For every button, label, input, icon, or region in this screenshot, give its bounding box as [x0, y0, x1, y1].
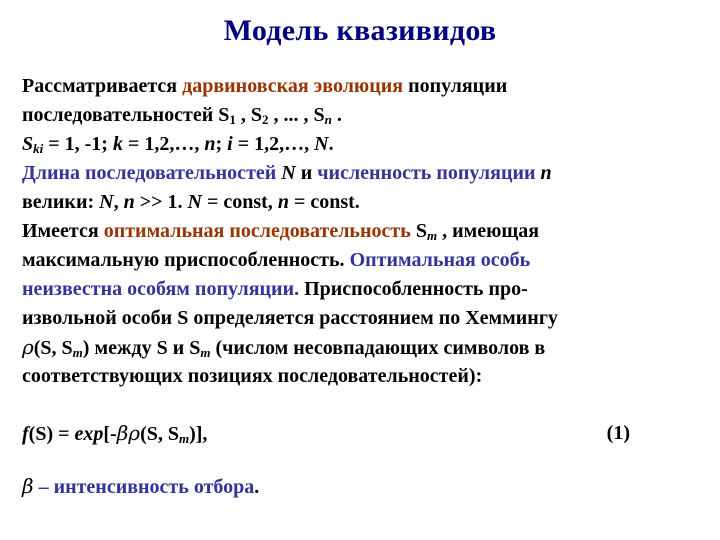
- text-run: ;: [215, 133, 228, 155]
- highlight-selection-intensity: – интенсивность отбора: [33, 476, 255, 498]
- subscript: 2: [262, 112, 269, 127]
- text-run: .: [331, 104, 342, 126]
- text-run: (S, S: [33, 337, 73, 359]
- highlight-population-size: численность популяции: [317, 162, 541, 184]
- text-run: >> 1.: [134, 191, 188, 213]
- text-run: [-: [103, 423, 117, 445]
- text-line: [22, 159, 702, 188]
- text-run: ) между S и S: [82, 337, 201, 359]
- variable: n: [123, 191, 135, 213]
- text-line: [22, 333, 702, 362]
- text-line: [22, 101, 702, 130]
- variable: i: [227, 133, 233, 155]
- text-line: [22, 246, 702, 275]
- text-run: .: [254, 476, 260, 498]
- equation-number: (1): [606, 422, 630, 444]
- text-run: S: [410, 220, 427, 242]
- text-run: и: [295, 162, 318, 184]
- text-run: , имеющая: [437, 220, 540, 242]
- subscript: m: [72, 345, 83, 360]
- beta-symbol: β: [116, 421, 129, 445]
- text-line: [22, 188, 702, 217]
- text-run: соответствующих позициях последовательностей):: [22, 365, 483, 387]
- subscript: 1: [229, 112, 236, 127]
- text-run: (числом несовпадающих символов в: [210, 337, 546, 359]
- formula-line: [22, 419, 702, 448]
- text-run: ,: [113, 191, 124, 213]
- text-run: = 1,2,…,: [122, 133, 205, 155]
- slide-title: Модель квазивидов: [223, 14, 497, 47]
- function-f: f: [22, 423, 29, 445]
- variable: n: [540, 162, 552, 184]
- variable: N: [99, 191, 114, 213]
- text-run: велики:: [22, 191, 100, 213]
- text-line: [22, 72, 702, 101]
- text-run: , ... , S: [268, 104, 325, 126]
- text-line: [22, 362, 702, 391]
- text-run: = const,: [201, 191, 278, 213]
- subscript: m: [426, 228, 438, 243]
- variable: N: [281, 162, 296, 184]
- highlight-darwinian-evolution: дарвиновская эволюция: [182, 75, 404, 97]
- text-run: извольной особи S определяется расстоянием по Хеммингу: [22, 307, 558, 329]
- highlight-optimal-sequence: оптимальная последовательность: [103, 220, 411, 242]
- subscript: m: [200, 345, 211, 360]
- variable: N: [314, 133, 329, 155]
- text-run: S: [22, 133, 34, 155]
- spacer: [22, 448, 702, 472]
- spacer: [22, 391, 702, 419]
- subscript: m: [178, 431, 190, 446]
- text-run: = const.: [288, 191, 360, 213]
- text-line: [22, 130, 702, 159]
- text-run: Приспособленность про-: [299, 278, 528, 300]
- variable: N: [187, 191, 202, 213]
- text-run: (S, S: [140, 423, 179, 445]
- text-line: [22, 275, 702, 304]
- subscript: ki: [33, 141, 44, 156]
- variable: n: [204, 133, 216, 155]
- function-exp: exp: [74, 423, 104, 445]
- rho-symbol: ρ: [22, 335, 34, 359]
- variable: k: [112, 133, 123, 155]
- text-run: Имеется: [22, 220, 104, 242]
- text-run: , S: [235, 104, 263, 126]
- subscript: n: [324, 112, 332, 127]
- text-run: .: [328, 133, 334, 155]
- text-run: максимальную приспособленность.: [22, 249, 350, 271]
- text-run: = 1,2,…,: [232, 133, 315, 155]
- slide-body: [22, 72, 702, 501]
- beta-symbol: β: [22, 474, 34, 498]
- text-run: )],: [189, 423, 208, 445]
- rho-symbol: ρ: [128, 421, 141, 445]
- text-run: (S) =: [28, 423, 75, 445]
- text-run: Рассматривается: [22, 75, 183, 97]
- highlight-sequence-length: Длина последовательностей: [22, 162, 282, 184]
- text-line: [22, 304, 702, 333]
- text-run: последовательностей S: [22, 104, 230, 126]
- highlight-unknown: неизвестна особям популяции.: [22, 278, 300, 300]
- text-line: [22, 217, 702, 246]
- variable: n: [277, 191, 289, 213]
- highlight-optimal-individual: Оптимальная особь: [349, 249, 531, 271]
- text-run: = 1, -1;: [43, 133, 113, 155]
- text-line: [22, 472, 702, 501]
- text-run: популяции: [403, 75, 508, 97]
